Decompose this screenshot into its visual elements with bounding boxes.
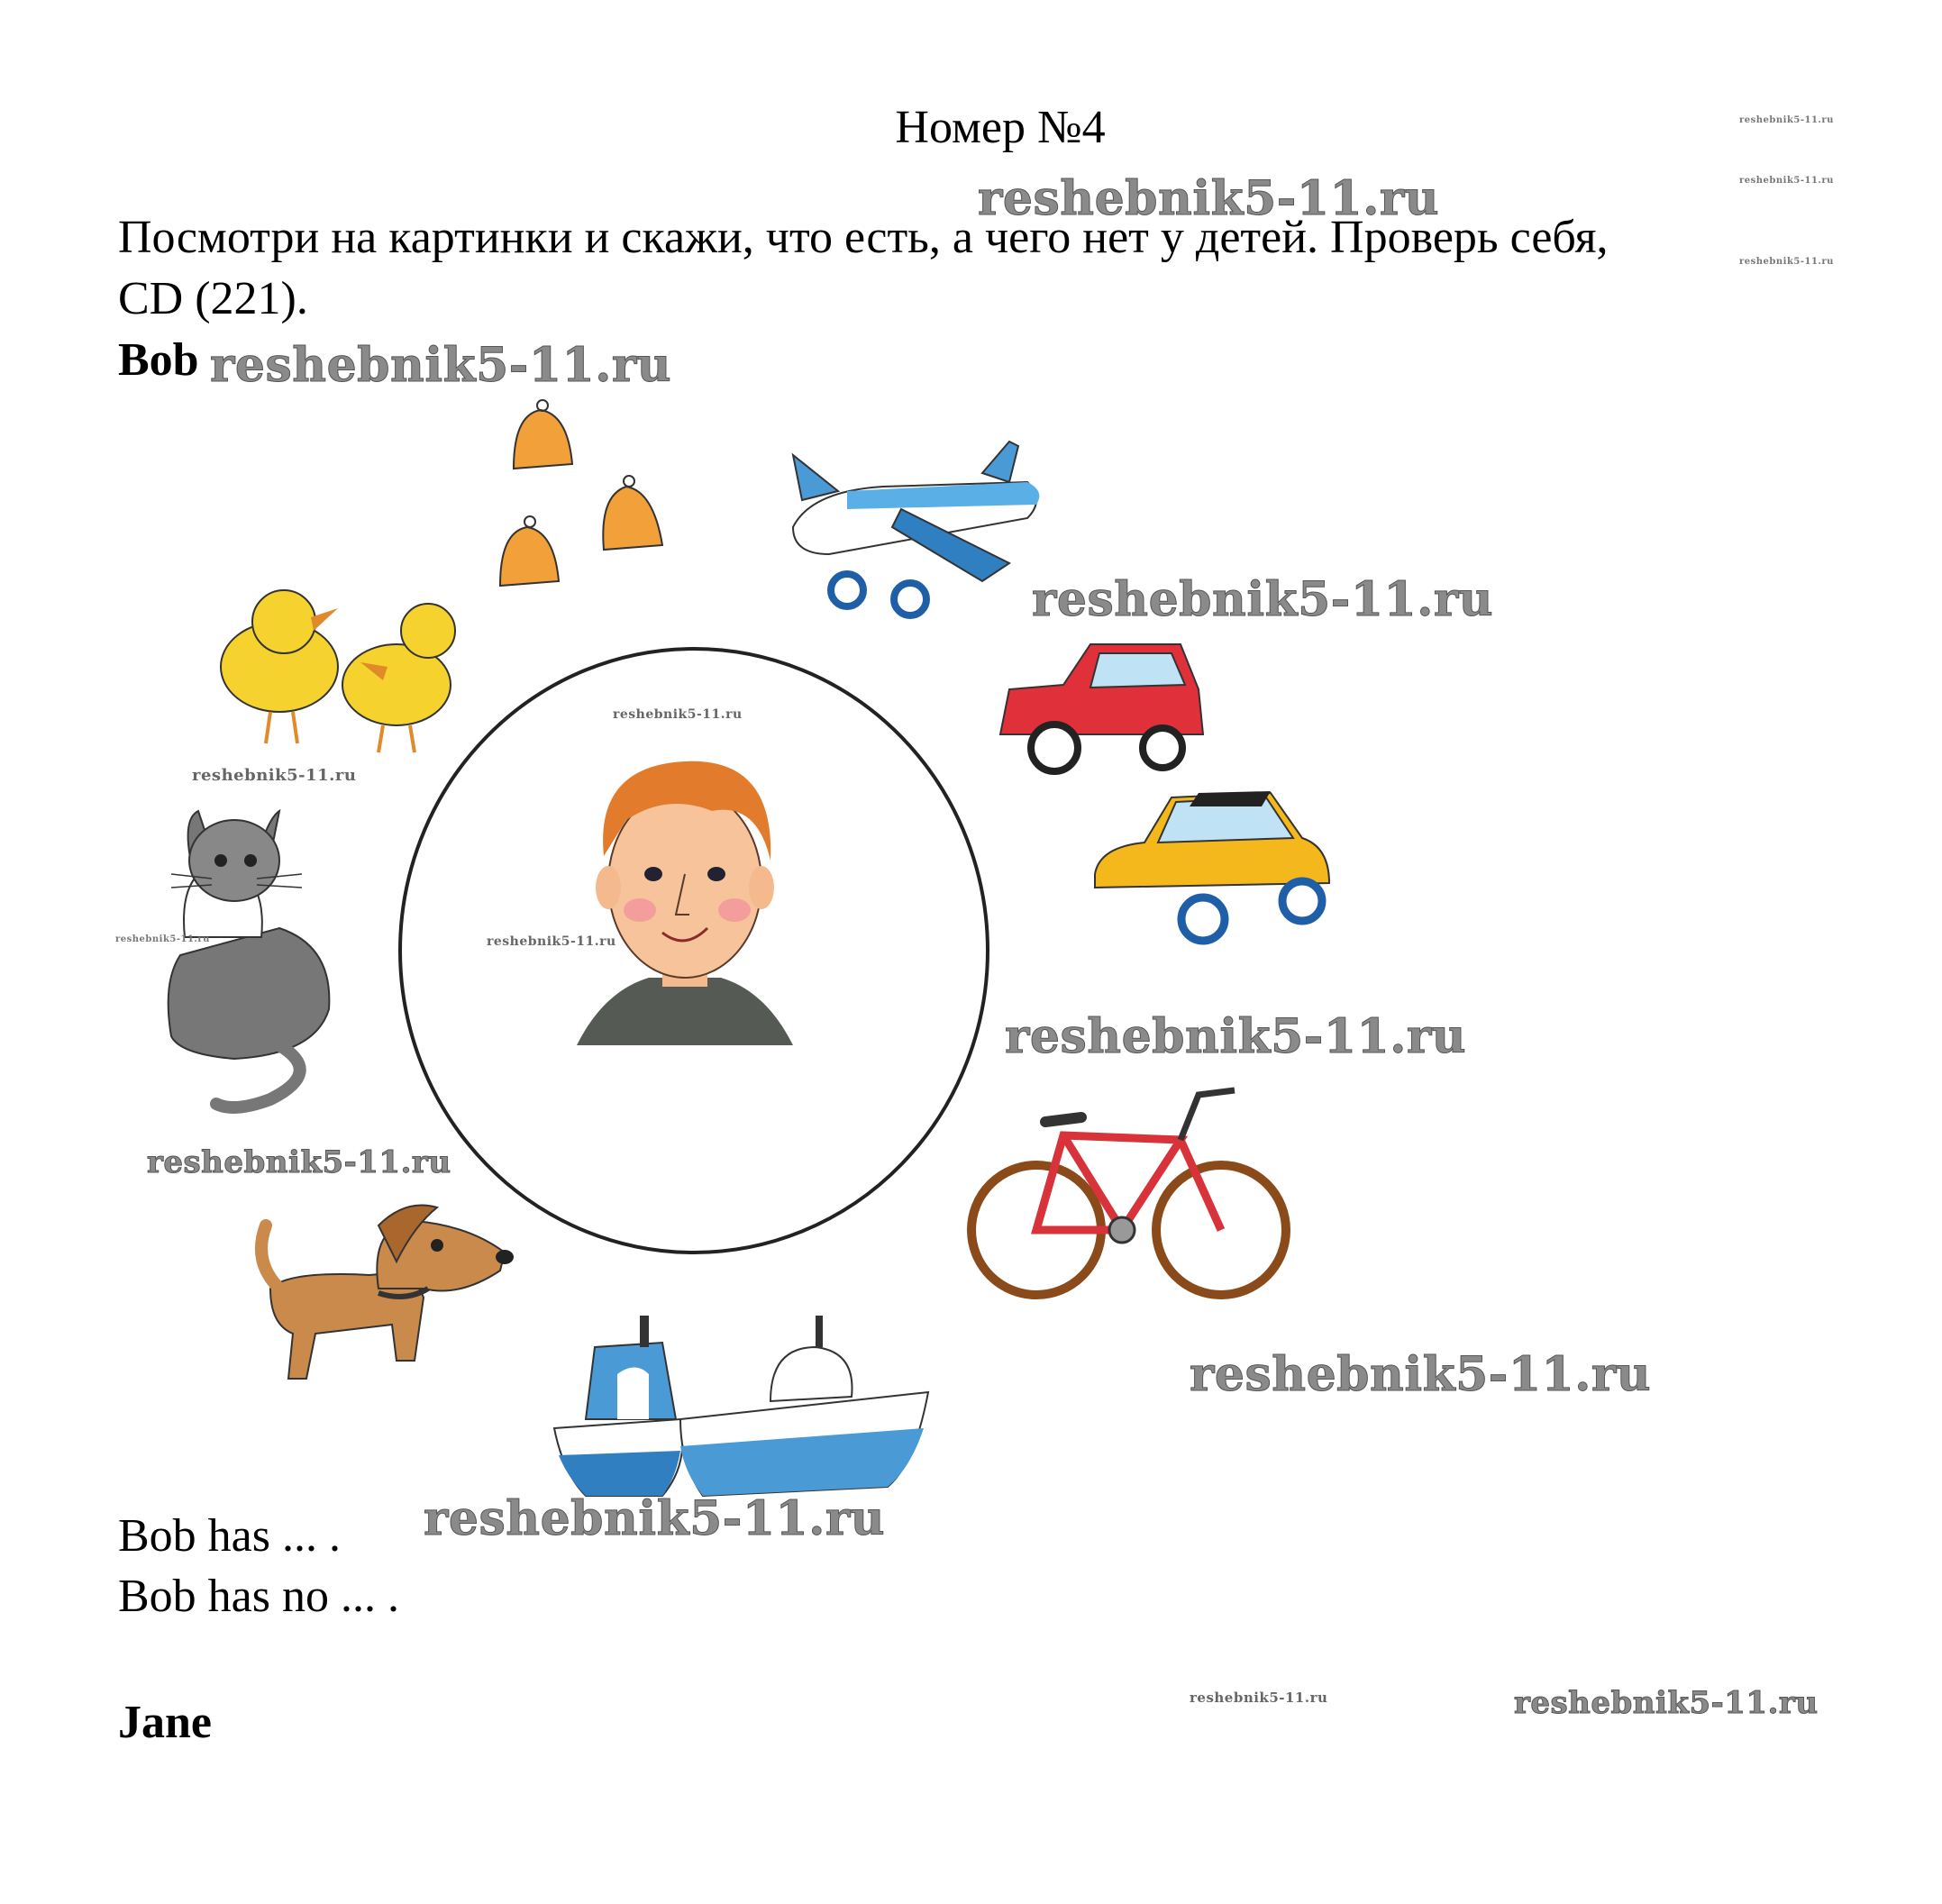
page-title: Номер №4 (895, 102, 1106, 153)
watermark-text: reshebnik5-11.ru (1739, 176, 1834, 186)
watermark-text: reshebnik5-11.ru (1514, 1685, 1819, 1721)
watermark-text: reshebnik5-11.ru (192, 766, 357, 785)
instruction-line-2: CD (221). (118, 273, 308, 324)
watermark-text: reshebnik5-11.ru (487, 934, 616, 949)
red-car-icon (991, 635, 1208, 788)
watermark-text: reshebnik5-11.ru (613, 707, 743, 722)
watermark-text: reshebnik5-11.ru (210, 338, 672, 393)
sentence-bob-has: Bob has ... . (118, 1510, 341, 1562)
watermark-text: reshebnik5-11.ru (1190, 1690, 1328, 1706)
chicks-icon (207, 577, 478, 757)
watermark-text: reshebnik5-11.ru (115, 934, 210, 944)
watermark-text: reshebnik5-11.ru (1739, 115, 1834, 125)
watermark-text: reshebnik5-11.ru (1739, 257, 1834, 267)
bells-icon (496, 396, 685, 604)
watermark-text: reshebnik5-11.ru (978, 171, 1440, 226)
boats-icon (545, 1284, 933, 1500)
instruction-line-1: Посмотри на картинки и скажи, что есть, а чего нет у детей. Проверь себя, (118, 212, 1609, 263)
watermark-text: reshebnik5-11.ru (1190, 1347, 1652, 1402)
plane-icon (775, 437, 1054, 626)
bicycle-icon (964, 1068, 1298, 1311)
watermark-text: reshebnik5-11.ru (1005, 1009, 1467, 1064)
watermark-text: reshebnik5-11.ru (1032, 572, 1494, 627)
watermark-text: reshebnik5-11.ru (424, 1491, 886, 1546)
dog-icon (234, 1189, 523, 1397)
watermark-text: reshebnik5-11.ru (147, 1144, 451, 1180)
bob-heading: Bob (118, 334, 199, 386)
sentence-bob-has-no: Bob has no ... . (118, 1571, 399, 1622)
yellow-car-icon (1090, 784, 1334, 946)
cat-icon (144, 802, 342, 1117)
jane-heading: Jane (118, 1697, 212, 1748)
boy-portrait (577, 748, 793, 1063)
